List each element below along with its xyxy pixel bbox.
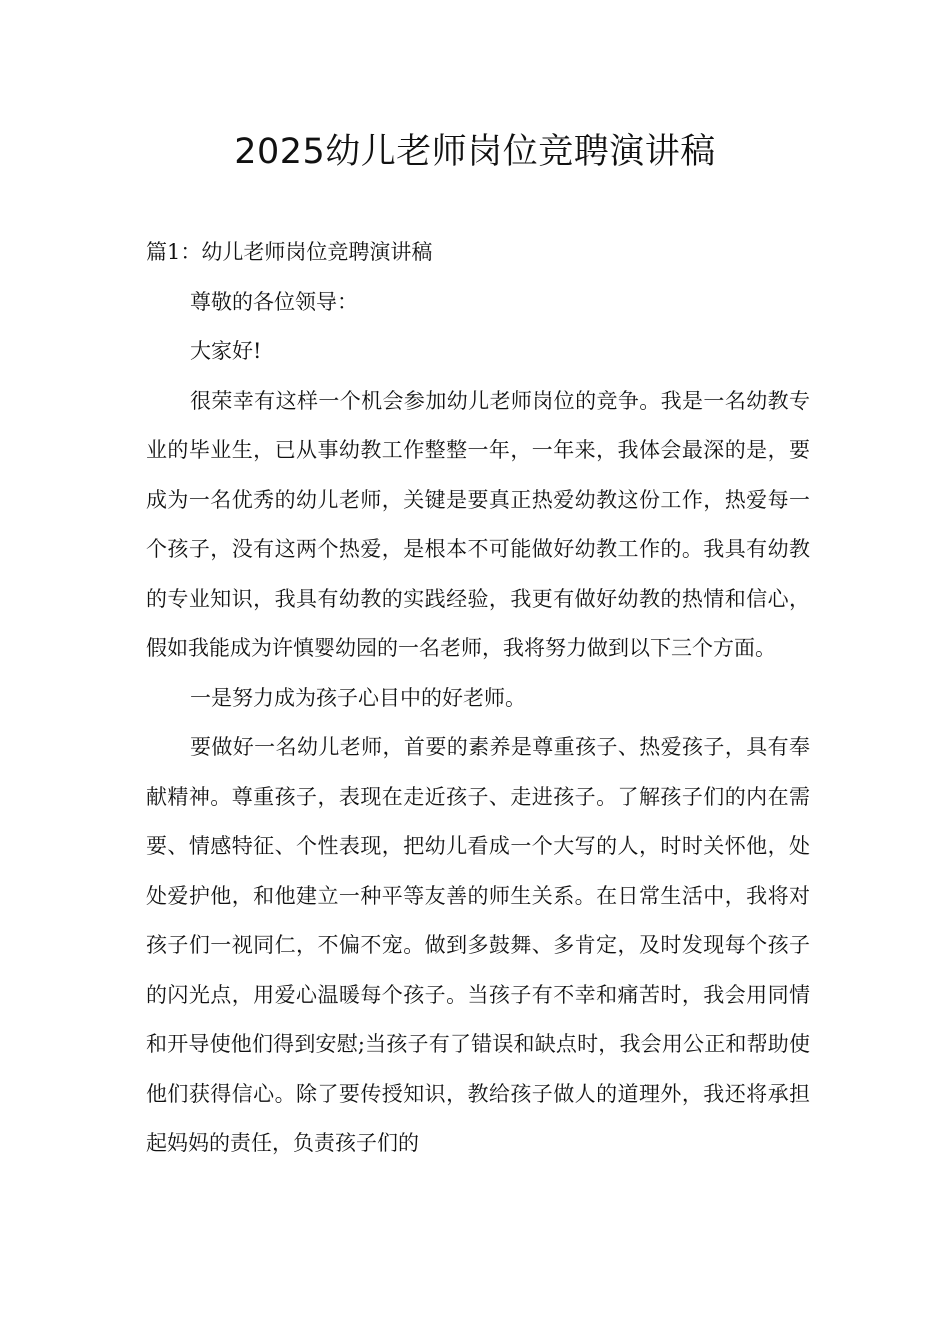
paragraph-point-one: 一是努力成为孩子心目中的好老师。 xyxy=(190,685,526,710)
paragraph-salutation: 尊敬的各位领导： xyxy=(190,289,358,314)
paragraph-introduction: 很荣幸有这样一个机会参加幼儿老师岗位的竞争。我是一名幼教专业的毕业生，已从事幼教工作整整一年，一年来，我体会最深的是，要成为一名优秀的幼儿老师，关键是要真正热爱幼教这份工作，热爱每一个孩子，没有这两个热爱，是根本不可能做好幼教工作的。我具有幼教的专业知识，我具有幼教的实践经验，我更有做好幼教的热情和信心，假如我能成为许慎婴幼园的一名老师，我将努力做到以下三个方面。 xyxy=(146,388,810,660)
paragraph-point-one-body: 要做好一名幼儿老师，首要的素养是尊重孩子、热爱孩子，具有奉献精神。尊重孩子，表现在走近孩子、走进孩子。了解孩子们的内在需要、情感特征、个性表现，把幼儿看成一个大写的人，时时关怀他，处处爱护他，和他建立一种平等友善的师生关系。在日常生活中，我将对孩子们一视同仁，不偏不宠。做到多鼓舞、多肯定，及时发现每个孩子的闪光点，用爱心温暖每个孩子。当孩子有不幸和痛苦时，我会用同情和开导使他们得到安慰;当孩子有了错误和缺点时，我会用公正和帮助使他们获得信心。除了要传授知识，教给孩子做人的道理外，我还将承担起妈妈的责任，负责孩子们的 xyxy=(146,735,810,1155)
paragraph-greeting: 大家好! xyxy=(190,339,262,363)
document-title: 2025幼儿老师岗位竞聘演讲稿 xyxy=(234,132,716,172)
section-heading: 篇1：幼儿老师岗位竞聘演讲稿 xyxy=(146,240,433,264)
document-body xyxy=(146,228,810,1169)
